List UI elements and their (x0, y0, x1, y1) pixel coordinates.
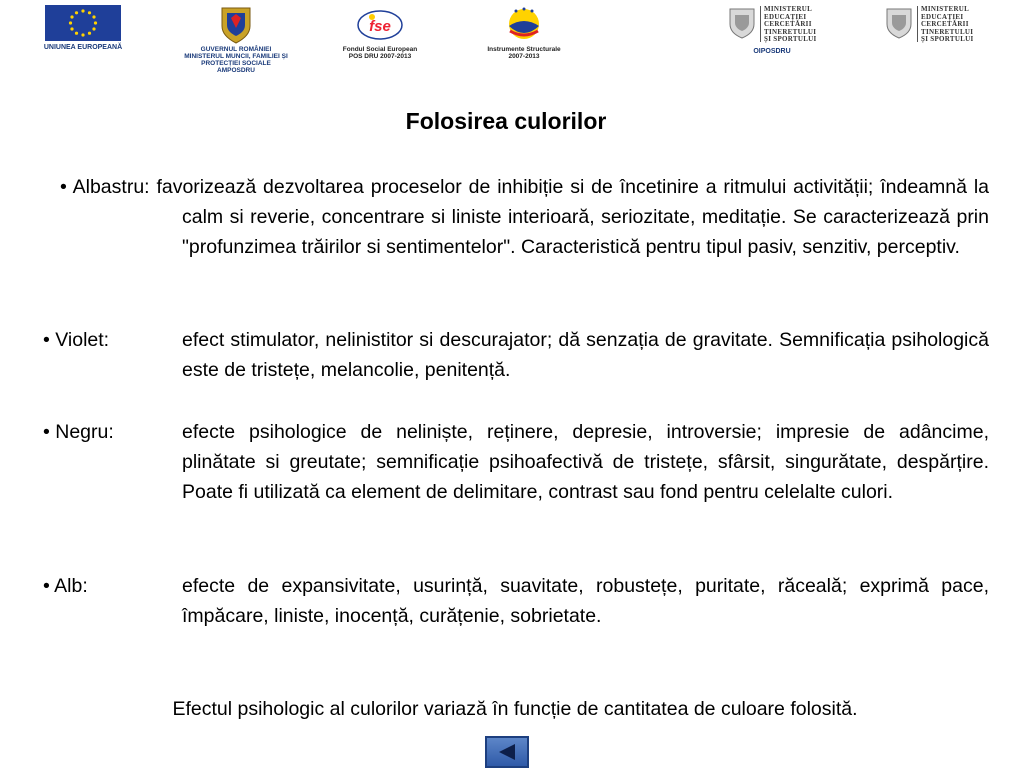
entry-description: efect stimulator, nelinistitor si descurajator; dă senzația de gravitate. Semnificația psihologică este de tristețe, melancolie, penitență. (182, 329, 989, 381)
government-caption-line: PROTECȚIEI SOCIALE (201, 60, 271, 67)
ministry-name-line: TINERETULUI (921, 27, 974, 36)
ministry-emblem-icon (727, 6, 757, 40)
entry-description: favorizează dezvoltarea proceselor de inhibiție si de încetinire a ritmului activității; îndeamnă la calm si reverie, concentrare si liniste interioară, seriozitate, meditație. Se caracterizează prin "profunzimea trăirilor si sentimentelor". Caracteristică pentru tipul pasiv, senzitiv, perceptiv. (156, 176, 989, 258)
ministry-name-line: TINERETULUI (764, 27, 817, 36)
ministry-name-line: MINISTERUL (764, 5, 813, 13)
eu-flag-icon (45, 5, 121, 41)
left-arrow-icon (495, 742, 519, 762)
structural-instruments-icon (496, 4, 552, 44)
color-entry-negru (43, 417, 989, 507)
structural-instruments-caption (482, 46, 566, 60)
entry-label-group (43, 325, 109, 355)
government-caption-line: AMPOSDRU (217, 67, 255, 74)
ministry-name-line: ȘI SPORTULUI (764, 35, 817, 44)
ministry-separator (917, 6, 918, 42)
fse-mark-icon (350, 7, 410, 43)
entry-description: efecte psihologice de neliniște, reținere, depresie, introversie; impresie de adâncime, plinătate si greutate; semnificație psihoafectivă de tristețe, sfârsit, singurătate, despărțire. Poate fi utilizată ca element de delimitare, contrast sau fond pentru celelalte culori. (182, 421, 989, 503)
government-caption-line: GUVERNUL ROMÂNIEI (200, 46, 272, 53)
ministry-name-line: EDUCAȚIEI (921, 12, 964, 21)
structural-instruments-caption-line: Instrumente Structurale (487, 46, 561, 53)
entry-bullet: • (43, 421, 50, 443)
page-title: Folosirea culorilor (405, 108, 607, 134)
ministry-name-line: MINISTERUL (921, 5, 970, 13)
ministry-emblem-icon (884, 6, 914, 40)
entry-bullet: • (43, 329, 50, 351)
ministry-logo-oiposdru (727, 6, 817, 55)
oiposdru-caption: OIPOSDRU (753, 47, 791, 55)
entry-text (43, 172, 989, 262)
ministry-name-line: ȘI SPORTULUI (921, 35, 974, 44)
entry-description: efecte de expansivitate, usurință, suavitate, robustețe, puritate, răceală; exprimă pace, împăcare, liniste, inocență, curățenie, sobrietate. (182, 575, 989, 627)
fse-logo (330, 7, 430, 60)
government-caption (168, 46, 304, 74)
ministry-name-line: CERCETĂRII (921, 20, 969, 29)
eu-logo (38, 5, 128, 51)
color-entry-violet (43, 325, 989, 385)
entry-bullet: • (43, 575, 50, 597)
ministry-name-line: EDUCAȚIEI (764, 12, 807, 21)
entry-label: Violet: (55, 329, 110, 351)
ministry-name (921, 6, 974, 44)
entry-label-group (43, 417, 114, 447)
structural-instruments-logo (482, 4, 566, 60)
fse-caption-line: Fondul Social European (342, 46, 418, 53)
fse-mark-text: fse (369, 18, 391, 35)
color-entry-alb (43, 571, 989, 631)
structural-instruments-caption-line: 2007-2013 (508, 53, 540, 60)
ministry-separator (760, 6, 761, 42)
footnote: Efectul psihologic al culorilor variază în funcție de cantitatea de culoare folosită. (172, 698, 858, 720)
fse-caption (330, 46, 430, 60)
government-logo (168, 4, 304, 74)
entry-label-group (43, 571, 88, 601)
previous-slide-button[interactable] (485, 736, 529, 768)
color-entry-albastru (43, 172, 989, 262)
coat-of-arms-icon (218, 4, 254, 44)
ministry-name-line: CERCETĂRII (764, 20, 812, 29)
entry-bullet: • (60, 176, 67, 198)
ministry-logo (884, 6, 974, 44)
ministry-name (764, 6, 817, 44)
entry-label: Negru: (55, 421, 114, 443)
fse-caption-line: POS DRU 2007-2013 (348, 53, 412, 60)
entry-label: Albastru: (72, 176, 150, 198)
eu-caption: UNIUNEA EUROPEANĂ (43, 44, 123, 51)
entry-label: Alb: (54, 575, 88, 597)
government-caption-line: MINISTERUL MUNCII, FAMILIEI ȘI (184, 53, 288, 60)
